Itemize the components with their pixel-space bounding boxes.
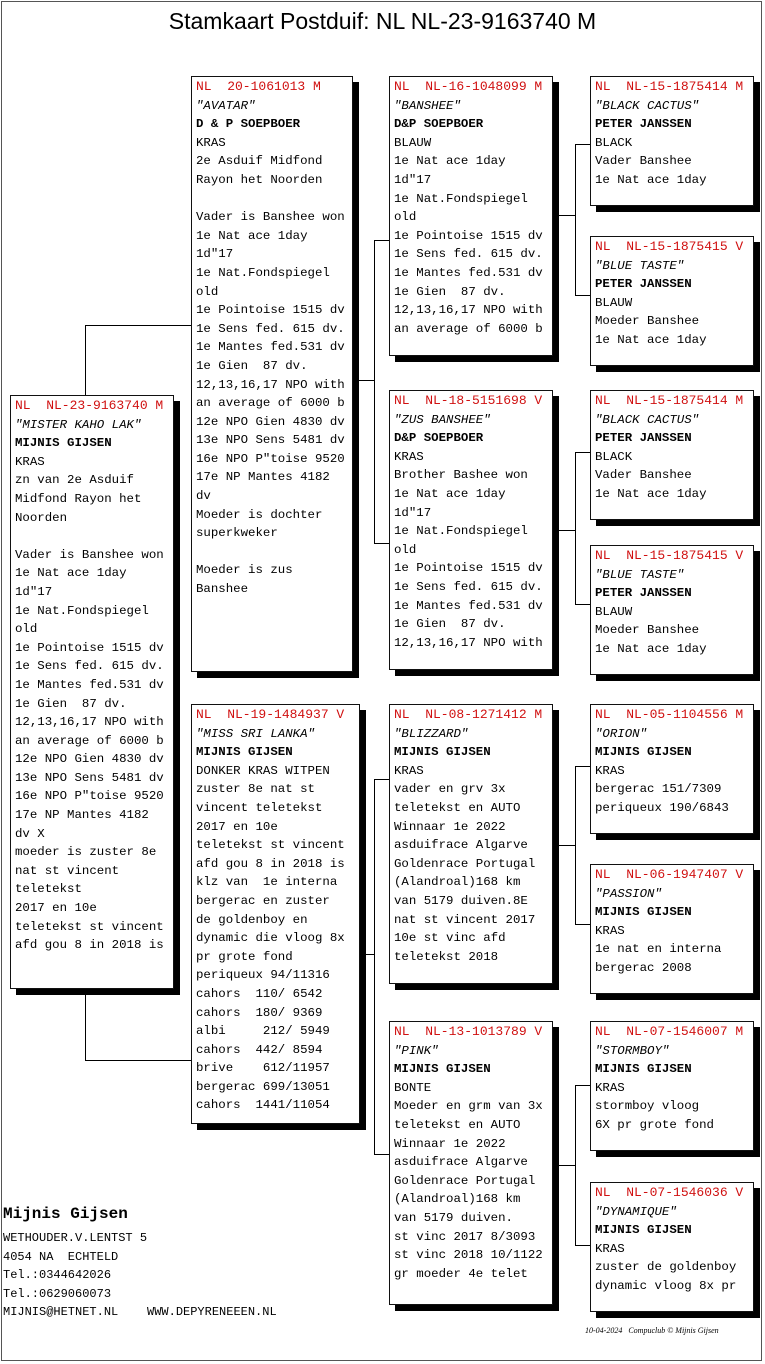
pigeon-name: "BLUE TASTE" bbox=[595, 567, 685, 582]
pedigree-info-line: nat st vincent bbox=[15, 863, 120, 878]
pedigree-info-line: Moeder is dochter bbox=[196, 507, 323, 522]
connector-line bbox=[85, 325, 86, 397]
pedigree-info-line: 1e Gien 87 dv. bbox=[394, 617, 506, 632]
pedigree-info-line: Midfond Rayon het bbox=[15, 491, 142, 506]
pedigree-info-line: teletekst 2018 bbox=[394, 949, 499, 964]
pedigree-card-ffm bbox=[590, 236, 754, 366]
pedigree-info-line: teletekst en AUTO bbox=[394, 800, 521, 815]
pedigree-info-line: an average of 6000 b bbox=[15, 733, 164, 748]
pedigree-info-line: klz van 1e interna bbox=[196, 875, 338, 890]
breeder-name: MIJNIS GIJSEN bbox=[394, 745, 491, 760]
pedigree-info-line: Goldenrace Portugal bbox=[394, 1173, 536, 1188]
pedigree-info-line: 1e Pointoise 1515 dv bbox=[15, 640, 164, 655]
ring-number: NL NL-05-1104556 M bbox=[595, 707, 744, 722]
pedigree-info-line: de goldenboy en bbox=[196, 912, 308, 927]
pedigree-info-line: KRAS bbox=[595, 1080, 625, 1095]
pedigree-card-mff bbox=[590, 704, 754, 834]
pedigree-info-line: nat st vincent 2017 bbox=[394, 912, 536, 927]
ring-number: NL NL-18-5151698 V bbox=[394, 393, 543, 408]
pedigree-info-line: bergerac en zuster bbox=[196, 893, 330, 908]
pedigree-info-line: Banshee bbox=[196, 582, 249, 597]
pedigree-info-line: old bbox=[394, 542, 417, 557]
pedigree-info-line: Rayon het Noorden bbox=[196, 172, 323, 187]
connector-line bbox=[553, 845, 575, 846]
pigeon-name: "BLUE TASTE" bbox=[595, 258, 685, 273]
breeder-name: MIJNIS GIJSEN bbox=[15, 436, 112, 451]
connector-line bbox=[575, 452, 590, 453]
pedigree-info-line: van 5179 duiven. bbox=[394, 1210, 513, 1225]
breeder-name: MIJNIS GIJSEN bbox=[595, 1062, 692, 1077]
ring-number: NL NL-13-1013789 V bbox=[394, 1024, 543, 1039]
pedigree-info-line: st vinc 2017 8/3093 bbox=[394, 1229, 536, 1244]
pedigree-info-line: dv bbox=[196, 489, 211, 504]
pedigree-info-line: 1e Nat ace 1day bbox=[196, 228, 308, 243]
pedigree-info-line: Vader Banshee bbox=[595, 468, 692, 483]
breeder-name: D&P SOEPBOER bbox=[394, 117, 484, 132]
pedigree-card-father-mother bbox=[389, 390, 553, 670]
pedigree-card-father bbox=[191, 76, 353, 672]
breeder-name: D&P SOEPBOER bbox=[394, 431, 484, 446]
ring-number: NL NL-16-1048099 M bbox=[394, 79, 543, 94]
connector-line bbox=[575, 1085, 590, 1086]
pedigree-info-line: 1e Mantes fed.531 dv bbox=[196, 340, 345, 355]
pedigree-info-line: 1e Sens fed. 615 dv. bbox=[394, 579, 543, 594]
breeder-name: PETER JANSSEN bbox=[595, 277, 692, 292]
pedigree-info-line: 1e Gien 87 dv. bbox=[394, 284, 506, 299]
pedigree-card-main bbox=[10, 395, 174, 989]
pedigree-info-line: KRAS bbox=[595, 923, 625, 938]
connector-line bbox=[575, 452, 576, 604]
pedigree-info-line: 1e Sens fed. 615 dv. bbox=[394, 247, 543, 262]
owner-name: Mijnis Gijsen bbox=[3, 1205, 128, 1223]
ring-number: NL NL-07-1546007 M bbox=[595, 1024, 744, 1039]
ring-number: NL 20-1061013 M bbox=[196, 79, 321, 94]
pedigree-info-line: 1e Nat.Fondspiegel bbox=[394, 191, 528, 206]
pedigree-info-line: BLACK bbox=[595, 449, 633, 464]
pedigree-info-line: teletekst st vincent bbox=[15, 919, 164, 934]
pedigree-info-line: 12e NPO Gien 4830 dv bbox=[196, 414, 345, 429]
breeder-name: MIJNIS GIJSEN bbox=[595, 1223, 692, 1238]
connector-line bbox=[553, 530, 575, 531]
breeder-name: MIJNIS GIJSEN bbox=[196, 745, 293, 760]
pedigree-card-mother-father bbox=[389, 704, 553, 984]
pedigree-info-line: BLACK bbox=[595, 135, 633, 150]
pedigree-info-line: 1e Gien 87 dv. bbox=[15, 696, 127, 711]
pedigree-info-line: 17e NP Mantes 4182 bbox=[15, 808, 149, 823]
pedigree-info-line: Winnaar 1e 2022 bbox=[394, 1136, 506, 1151]
pedigree-info-line: 16e NPO P"toise 9520 bbox=[196, 451, 345, 466]
pigeon-name: "PINK" bbox=[394, 1043, 439, 1058]
pedigree-info-line: KRAS bbox=[595, 763, 625, 778]
pedigree-info-line: vincent teletekst bbox=[196, 800, 323, 815]
connector-line bbox=[575, 604, 590, 605]
connector-line bbox=[352, 380, 374, 381]
pedigree-info-line: KRAS bbox=[394, 449, 424, 464]
pedigree-info-line: 1d"17 bbox=[394, 172, 432, 187]
pedigree-card-fff bbox=[590, 76, 754, 206]
pedigree-info-line: dv X bbox=[15, 826, 45, 841]
ring-number: NL NL-15-1875414 M bbox=[595, 79, 744, 94]
pigeon-name: "STORMBOY" bbox=[595, 1043, 670, 1058]
connector-line bbox=[575, 1085, 576, 1245]
pedigree-info-line: 2017 en 10e bbox=[196, 819, 278, 834]
pedigree-info-line: 1e Nat ace 1day bbox=[15, 566, 127, 581]
connector-line bbox=[575, 766, 576, 924]
pedigree-info-line bbox=[196, 190, 352, 209]
ring-number: NL NL-19-1484937 V bbox=[196, 707, 345, 722]
pedigree-info-line: 1e Pointoise 1515 dv bbox=[394, 561, 543, 576]
connector-line bbox=[374, 1154, 389, 1155]
pedigree-info-line: 1e Nat ace 1day bbox=[595, 172, 707, 187]
ring-number: NL NL-15-1875414 M bbox=[595, 393, 744, 408]
pedigree-info-line: 13e NPO Sens 5481 dv bbox=[196, 433, 345, 448]
pedigree-info-line: KRAS bbox=[394, 763, 424, 778]
owner-phone-2: Tel.:0629060073 bbox=[3, 1286, 112, 1301]
pedigree-info-line: periqueux 190/6843 bbox=[595, 800, 729, 815]
pedigree-info-line: asduifrace Algarve bbox=[394, 1155, 528, 1170]
pedigree-info-line: 1e nat en interna bbox=[595, 942, 722, 957]
pedigree-info-line: bergerac 2008 bbox=[595, 960, 692, 975]
pedigree-card-mmm bbox=[590, 1182, 754, 1312]
pedigree-info-line: van 5179 duiven.8E bbox=[394, 893, 528, 908]
pedigree-info-line: BONTE bbox=[394, 1080, 432, 1095]
pedigree-info-line: bergerac 151/7309 bbox=[595, 782, 722, 797]
pedigree-info-line: cahors 110/ 6542 bbox=[196, 986, 323, 1001]
pedigree-info-line: dynamic die vloog 8x bbox=[196, 931, 345, 946]
pedigree-info-line: albi 212/ 5949 bbox=[196, 1024, 330, 1039]
pedigree-info-line: Moeder Banshee bbox=[595, 314, 700, 329]
print-date-copyright: 10-04-2024 Compuclub © Mijnis Gijsen bbox=[585, 1326, 719, 1335]
pedigree-info-line: Brother Bashee won bbox=[394, 468, 528, 483]
connector-line bbox=[85, 988, 86, 1060]
owner-address-city: 4054 NA ECHTELD bbox=[3, 1249, 119, 1264]
owner-contact-block bbox=[3, 1203, 277, 1322]
pedigree-info-line: 2e Asduif Midfond bbox=[196, 154, 323, 169]
pedigree-info-line: 1e Mantes fed.531 dv bbox=[394, 265, 543, 280]
connector-line bbox=[575, 924, 590, 925]
pedigree-info-line: 1e Mantes fed.531 dv bbox=[15, 677, 164, 692]
connector-line bbox=[553, 215, 575, 216]
pedigree-info-line: 12,13,16,17 NPO with bbox=[394, 635, 543, 650]
pedigree-info-line: teletekst st vincent bbox=[196, 838, 345, 853]
pedigree-info-line: teletekst en AUTO bbox=[394, 1117, 521, 1132]
pedigree-info-line: 6X pr grote fond bbox=[595, 1117, 714, 1132]
pedigree-info-line: moeder is zuster 8e bbox=[15, 845, 157, 860]
connector-line bbox=[374, 543, 389, 544]
pedigree-info-line: Moeder en grm van 3x bbox=[394, 1099, 543, 1114]
pedigree-info-line: 12,13,16,17 NPO with bbox=[394, 303, 543, 318]
pedigree-info-line: 12,13,16,17 NPO with bbox=[196, 377, 345, 392]
pigeon-name: "AVATAR" bbox=[196, 98, 256, 113]
pedigree-info-line: 13e NPO Sens 5481 dv bbox=[15, 770, 164, 785]
pedigree-info-line: Goldenrace Portugal bbox=[394, 856, 536, 871]
ring-number: NL NL-15-1875415 V bbox=[595, 239, 744, 254]
connector-line bbox=[360, 954, 374, 955]
pigeon-name: "BLACK CACTUS" bbox=[595, 412, 700, 427]
pedigree-info-line: afd gou 8 in 2018 is bbox=[196, 856, 345, 871]
connector-line bbox=[575, 144, 590, 145]
connector-line bbox=[575, 295, 590, 296]
pedigree-info-line: 1e Nat.Fondspiegel bbox=[15, 603, 149, 618]
owner-phone-1: Tel.:0344642026 bbox=[3, 1268, 112, 1283]
pedigree-info-line: 17e NP Mantes 4182 bbox=[196, 470, 330, 485]
pedigree-info-line: cahors 1441/11054 bbox=[196, 1098, 330, 1113]
pedigree-info-line: brive 612/11957 bbox=[196, 1061, 330, 1076]
pigeon-name: "ZUS BANSHEE" bbox=[394, 412, 491, 427]
connector-line bbox=[85, 325, 192, 326]
ring-number: NL NL-07-1546036 V bbox=[595, 1185, 744, 1200]
pedigree-info-line: zuster de goldenboy bbox=[595, 1260, 737, 1275]
pedigree-card-mother bbox=[191, 704, 360, 1124]
pedigree-info-line: 1e Pointoise 1515 dv bbox=[394, 228, 543, 243]
breeder-name: MIJNIS GIJSEN bbox=[394, 1062, 491, 1077]
ring-number: NL NL-23-9163740 M bbox=[15, 398, 164, 413]
pedigree-info-line: 1e Pointoise 1515 dv bbox=[196, 303, 345, 318]
pedigree-info-line: 16e NPO P"toise 9520 bbox=[15, 789, 164, 804]
pedigree-info-line: 1e Nat ace 1day bbox=[595, 332, 707, 347]
pigeon-name: "PASSION" bbox=[595, 886, 662, 901]
pedigree-info-line: KRAS bbox=[595, 1241, 625, 1256]
pigeon-name: "MISS SRI LANKA" bbox=[196, 726, 315, 741]
pedigree-info-line: 1e Mantes fed.531 dv bbox=[394, 598, 543, 613]
pedigree-info-line: an average of 6000 b bbox=[394, 321, 543, 336]
pedigree-info-line: 12,13,16,17 NPO with bbox=[15, 715, 164, 730]
pedigree-info-line: 1e Sens fed. 615 dv. bbox=[15, 659, 164, 674]
ring-number: NL NL-06-1947407 V bbox=[595, 867, 744, 882]
pedigree-info-line bbox=[15, 527, 173, 546]
pedigree-info-line: zuster 8e nat st bbox=[196, 782, 315, 797]
pedigree-card-father-father bbox=[389, 76, 553, 356]
pedigree-info-line: 1d"17 bbox=[394, 505, 432, 520]
pedigree-info-line: afd gou 8 in 2018 is bbox=[15, 938, 164, 953]
pedigree-info-line: 10e st vinc afd bbox=[394, 931, 506, 946]
pedigree-info-line: Vader Banshee bbox=[595, 154, 692, 169]
pedigree-info-line: teletekst bbox=[15, 882, 82, 897]
pedigree-info-line: KRAS bbox=[196, 135, 226, 150]
pedigree-info-line: 12e NPO Gien 4830 dv bbox=[15, 752, 164, 767]
pedigree-info-line: Moeder Banshee bbox=[595, 623, 700, 638]
owner-address-street: WETHOUDER.V.LENTST 5 bbox=[3, 1231, 148, 1245]
pedigree-card-fmm bbox=[590, 545, 754, 675]
connector-line bbox=[553, 1165, 575, 1166]
pedigree-info-line: BLAUW bbox=[595, 604, 633, 619]
pigeon-name: "ORION" bbox=[595, 726, 648, 741]
pedigree-info-line: bergerac 699/13051 bbox=[196, 1079, 330, 1094]
pedigree-info-line: 1d"17 bbox=[15, 584, 53, 599]
page-title: Stamkaart Postduif: NL NL-23-9163740 M bbox=[168, 8, 597, 34]
pedigree-info-line: 1d"17 bbox=[196, 247, 234, 262]
connector-line bbox=[374, 779, 389, 780]
pedigree-info-line: 1e Nat ace 1day bbox=[394, 154, 506, 169]
pedigree-info-line: old bbox=[196, 284, 219, 299]
pedigree-info-line: Noorden bbox=[15, 510, 68, 525]
pedigree-info-line: 1e Nat ace 1day bbox=[595, 486, 707, 501]
pedigree-info-line: an average of 6000 b bbox=[196, 396, 345, 411]
pedigree-info-line: periqueux 94/11316 bbox=[196, 968, 330, 983]
pedigree-info-line: 2017 en 10e bbox=[15, 901, 97, 916]
pedigree-card-mother-mother bbox=[389, 1021, 553, 1305]
connector-line bbox=[374, 779, 375, 1154]
pedigree-info-line: 1e Nat.Fondspiegel bbox=[394, 524, 528, 539]
pedigree-info-line: Moeder is zus bbox=[196, 563, 293, 578]
pedigree-info-line: 1e Nat.Fondspiegel bbox=[196, 265, 330, 280]
pedigree-info-line: (Alandroal)168 km bbox=[394, 1192, 521, 1207]
pedigree-info-line: 1e Nat ace 1day bbox=[394, 486, 506, 501]
connector-line bbox=[575, 144, 576, 295]
pedigree-info-line: cahors 180/ 9369 bbox=[196, 1005, 323, 1020]
pedigree-info-line: stormboy vloog bbox=[595, 1099, 700, 1114]
breeder-name: MIJNIS GIJSEN bbox=[595, 905, 692, 920]
pedigree-info-line: old bbox=[15, 622, 38, 637]
pedigree-info-line: asduifrace Algarve bbox=[394, 838, 528, 853]
pedigree-info-line: (Alandroal)168 km bbox=[394, 875, 521, 890]
pedigree-info-line: pr grote fond bbox=[196, 949, 293, 964]
pedigree-info-line: vader en grv 3x bbox=[394, 782, 506, 797]
pedigree-card-mmf bbox=[590, 1021, 754, 1151]
pedigree-info-line: zn van 2e Asduif bbox=[15, 473, 134, 488]
connector-line bbox=[575, 766, 590, 767]
breeder-name: MIJNIS GIJSEN bbox=[595, 745, 692, 760]
connector-line bbox=[374, 240, 375, 543]
ring-number: NL NL-15-1875415 V bbox=[595, 548, 744, 563]
pedigree-info-line: Vader is Banshee won bbox=[196, 210, 345, 225]
pedigree-info-line: st vinc 2018 10/1122 bbox=[394, 1248, 543, 1263]
pedigree-info-line: DONKER KRAS WITPEN bbox=[196, 763, 330, 778]
breeder-name: PETER JANSSEN bbox=[595, 431, 692, 446]
pedigree-info-line: Winnaar 1e 2022 bbox=[394, 819, 506, 834]
connector-line bbox=[374, 240, 389, 241]
pedigree-info-line: old bbox=[394, 210, 417, 225]
pedigree-info-line: dynamic vloog 8x pr bbox=[595, 1278, 737, 1293]
breeder-name: PETER JANSSEN bbox=[595, 586, 692, 601]
pedigree-info-line: 1e Nat ace 1day bbox=[595, 641, 707, 656]
pigeon-name: "BLIZZARD" bbox=[394, 726, 469, 741]
connector-line bbox=[85, 1060, 192, 1061]
ring-number: NL NL-08-1271412 M bbox=[394, 707, 543, 722]
owner-email-website: MIJNIS@HETNET.NL WWW.DEPYRENEEEN.NL bbox=[3, 1305, 277, 1320]
pigeon-name: "BLACK CACTUS" bbox=[595, 98, 700, 113]
pigeon-name: "BANSHEE" bbox=[394, 98, 461, 113]
pedigree-info-line: cahors 442/ 8594 bbox=[196, 1042, 323, 1057]
pedigree-info-line: BLAUW bbox=[595, 295, 633, 310]
connector-line bbox=[575, 1245, 590, 1246]
pigeon-name: "DYNAMIQUE" bbox=[595, 1204, 677, 1219]
pedigree-card-fmf bbox=[590, 390, 754, 520]
pedigree-info-line: 1e Gien 87 dv. bbox=[196, 358, 308, 373]
pedigree-info-line: KRAS bbox=[15, 454, 45, 469]
pedigree-info-line: BLAUW bbox=[394, 135, 432, 150]
pedigree-info-line: Vader is Banshee won bbox=[15, 547, 164, 562]
pedigree-info-line: gr moeder 4e telet bbox=[394, 1266, 528, 1281]
breeder-name: D & P SOEPBOER bbox=[196, 117, 301, 132]
pedigree-info-line: superkweker bbox=[196, 526, 278, 541]
breeder-name: PETER JANSSEN bbox=[595, 117, 692, 132]
pedigree-info-line bbox=[196, 543, 352, 562]
pigeon-name: "MISTER KAHO LAK" bbox=[15, 417, 142, 432]
pedigree-info-line: 1e Sens fed. 615 dv. bbox=[196, 321, 345, 336]
pedigree-card-mfm bbox=[590, 864, 754, 994]
